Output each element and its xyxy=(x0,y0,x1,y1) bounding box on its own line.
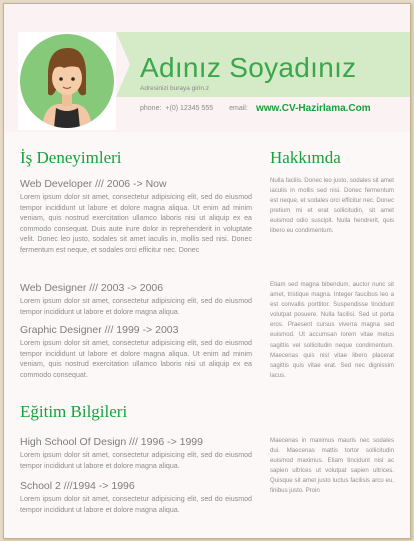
address-line: Adresinizi buraya girin.z xyxy=(140,85,210,92)
cv-page xyxy=(3,3,411,539)
profile-photo-frame xyxy=(18,32,116,130)
experience-heading: İş Deneyimleri xyxy=(20,148,122,167)
job-title: Web Developer /// 2006 -> Now xyxy=(20,178,167,190)
education-heading: Eğitim Bilgileri xyxy=(20,402,128,421)
job-title: Graphic Designer /// 1999 -> 2003 xyxy=(20,324,179,336)
phone-number: +(0) 12345 555 xyxy=(165,105,214,112)
email-label: email: xyxy=(229,105,248,112)
job-description: Lorem ipsum dolor sit amet, consectetur adipisicing elit, sed do eiusmod tempor incididunt ut labore et dolore magna aliqua. Ut enim ad minim veniam, quis nostrud exercitation ullamco laboris nisi ut aliquip ex ea commodo consequat. Duis aute irure dolor in reprehenderit in voluptate velit. Donec leo justo, sodales sit amet iaculis in, mollis sed nisi. Donec fermentum est neque, et sodales orci efficitur nec. Donec xyxy=(20,193,252,254)
job-title: Web Designer /// 2003 -> 2006 xyxy=(20,282,164,294)
contact-line xyxy=(140,105,252,112)
about-paragraph: Etiam sed magna bibendum, auctor nunc sit amet, tristique magna. Integer faucibus leo a est convallis porttitor. Suspendisse tincidunt volutpat posuere. Nulla facilisi. Sed ut porta eros. Praesent cursus viverra magna sed euismod. Ut accumsan lorem vitae metus sagittis vel sollicitudin neque condimentum. Maecenas quis nisl vitae libero placerat sagittis quis vitae erat. Sed nec dignissim lacus. xyxy=(270,281,394,379)
about-paragraph: Nulla facilis. Donec leo justo, sodales sit amet iaculis in mollis sed nisi. Donec fermentum est neque, et sodales orci efficitur nec. Donec pretium mi et erat sollicitudin, sit amet euismod odio suscipit. Nulla hendrerit, quis libero eu condimentum. xyxy=(270,177,394,235)
website-link[interactable]: www.CV-Hazirlama.Com xyxy=(256,103,371,114)
school-description: Lorem ipsum dolor sit amet, consectetur adipisicing elit, sed do eiusmod tempor incididunt ut labore et dolore magna aliqua. xyxy=(20,495,252,514)
job-description: Lorem ipsum dolor sit amet, consectetur adipisicing elit, sed do eiusmod tempor incididunt ut labore et dolore magna aliqua. xyxy=(20,297,252,316)
school-description: Lorem ipsum dolor sit amet, consectetur adipisicing elit, sed do eiusmod tempor incididunt ut labore et dolore magna aliqua. xyxy=(20,451,252,470)
about-paragraph: Maecenas in maximus mauris nec sodales dui. Maecenas mattis tortor sollicitudin euismod maximus. Etiam tincidunt nisl ac sapien ultrices ut volutpat sapien ultrices. Quisque sit amet justo luctus facilisis arcu eu, finibus justo. Proin xyxy=(270,437,394,495)
school-title: School 2 ///1994 -> 1996 xyxy=(20,480,135,492)
job-description: Lorem ipsum dolor sit amet, consectetur adipisicing elit, sed do eiusmod tempor incididunt ut labore et dolore magna aliqua. Ut enim ad minim veniam, quis nostrud exercitation ullamco laboris nisi ut aliquip ex ea commodo consequat. xyxy=(20,339,252,379)
phone-label: phone: xyxy=(140,105,162,112)
about-heading: Hakkımda xyxy=(270,148,341,167)
school-title: High School Of Design /// 1996 -> 1999 xyxy=(20,436,203,448)
avatar-person-icon xyxy=(20,34,114,128)
avatar xyxy=(20,34,114,128)
full-name: Adınız Soyadınız xyxy=(140,52,357,83)
